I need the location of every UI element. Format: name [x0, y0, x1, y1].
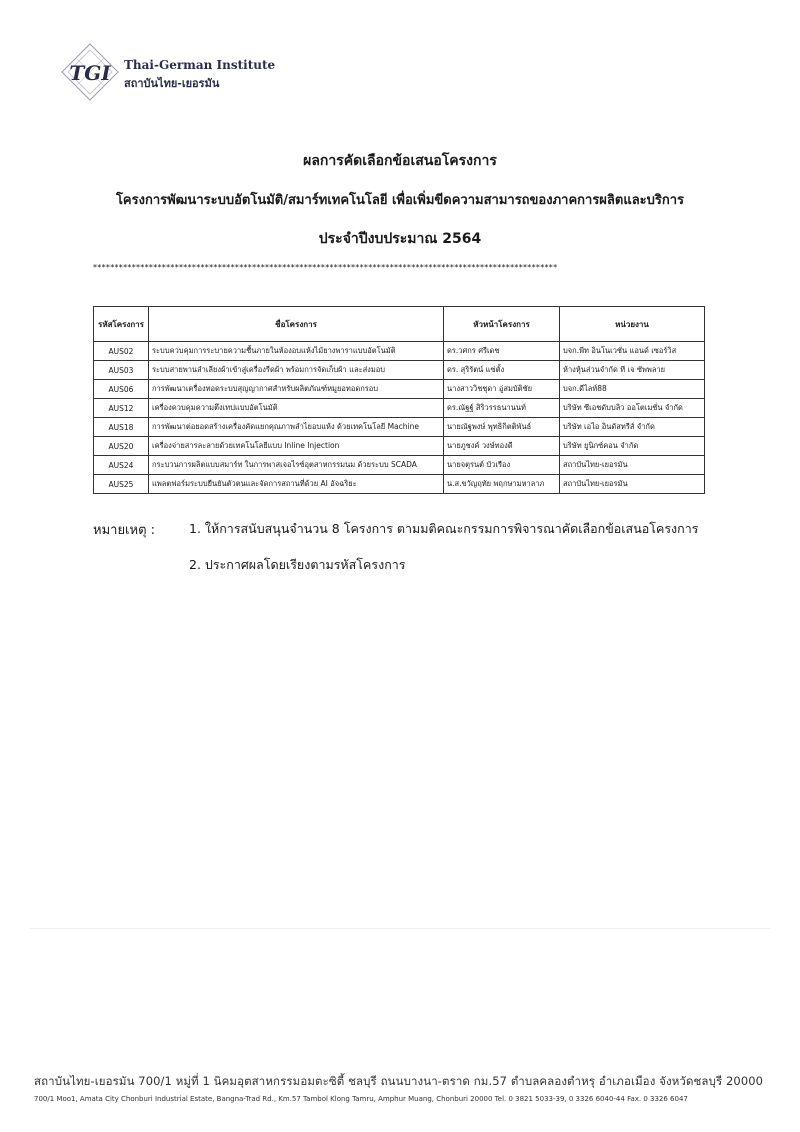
project-name: แพลตฟอร์มระบบยืนยันตัวตนและจัดการสถานที่ด้วย AI อัจฉริยะ [149, 475, 444, 494]
project-leader: นางสาววิชชุดา อู่สมบัติชัย [444, 380, 560, 399]
project-leader: ดร.ณัฐฐ์ สิริวรรธนานนท์ [444, 399, 560, 418]
logo-name-english: Thai-German Institute [124, 58, 276, 72]
organization: บจก.ดีไลท์88 [560, 380, 705, 399]
table-row [94, 361, 705, 380]
table-row [94, 342, 705, 361]
header-project-name: ชื่อโครงการ [149, 307, 444, 342]
project-name: เครื่องควบคุมความตึงเทปแบบอัตโนมัติ [149, 399, 444, 418]
program-title: โครงการพัฒนาระบบอัตโนมัติ/สมาร์ทเทคโนโลยี เพื่อเพิ่มขีดความสามารถของภาคการผลิตและบริการ [115, 193, 685, 208]
project-code: AUS03 [94, 361, 149, 380]
project-name: ระบบสายพานลำเลียงผ้าเข้าสู่เครื่องรีดผ้า พร้อมการจัดเก็บผ้า และส่งมอบ [149, 361, 444, 380]
footer-address-english: 700/1 Moo1, Amata City Chonburi Industrial Estate, Bangna-Trad Rd., Km.57 Tambol Klong Tamru, Amphur Muang, Chonburi 20000 Tel. 0 3821 5033-39, 0 3326 6040-44 Fax. 0 3326 6047 [34, 1095, 688, 1103]
table-header-row [94, 307, 705, 342]
header-project-leader: หัวหน้าโครงการ [444, 307, 560, 342]
table-row [94, 399, 705, 418]
remark-item: 2. ประกาศผลโดยเรียงตามรหัสโครงการ [189, 557, 406, 572]
project-code: AUS12 [94, 399, 149, 418]
project-code: AUS24 [94, 456, 149, 475]
institute-logo [60, 42, 276, 102]
fiscal-year-title: ประจำปีงบประมาณ 2564 [318, 231, 482, 247]
table-row [94, 475, 705, 494]
project-name: ระบบควบคุมการระบายความชื้นภายในห้องอบแห้งไม้ยางพาราแบบอัตโนมัติ [149, 342, 444, 361]
organization: สถาบันไทย-เยอรมัน [560, 475, 705, 494]
organization: บริษัท ยูนิกซ์คอน จำกัด [560, 437, 705, 456]
project-name: การพัฒนาต่อยอดสร้างเครื่องคัดแยกคุณภาพลำไยอบแห้ง ด้วยเทคโนโลยี Machine [149, 418, 444, 437]
project-code: AUS20 [94, 437, 149, 456]
organization: บจก.พีท อินโนเวชั่น แอนด์ เซอร์วิส [560, 342, 705, 361]
project-code: AUS02 [94, 342, 149, 361]
project-results-table [93, 306, 705, 494]
project-code: AUS06 [94, 380, 149, 399]
table-row [94, 418, 705, 437]
project-leader: นายภูชงค์ วงษ์ทองดี [444, 437, 560, 456]
organization: ห้างหุ้นส่วนจำกัด ที เจ ซัพพลาย [560, 361, 705, 380]
organization: บริษัท ซีเอชดับบลิว ออโตเมชั่น จำกัด [560, 399, 705, 418]
page-divider [30, 928, 770, 929]
logo-mark-text: TGI [69, 61, 111, 85]
project-code: AUS18 [94, 418, 149, 437]
document-title: ผลการคัดเลือกข้อเสนอโครงการ [303, 153, 497, 169]
logo-name-thai: สถาบันไทย-เยอรมัน [124, 77, 220, 90]
header-organization: หน่วยงาน [560, 307, 705, 342]
table-row [94, 380, 705, 399]
project-code: AUS25 [94, 475, 149, 494]
project-leader: ดร.วศกร ศรีเดช [444, 342, 560, 361]
remarks-label: หมายเหตุ : [93, 523, 156, 538]
project-name: กระบวนการผลิตแบบสมาร์ท ในการพาสเจอไรซ์อุตสาหกรรมนม ด้วยระบบ SCADA [149, 456, 444, 475]
project-name: เครื่องจ่ายสารละลายด้วยเทคโนโลยีแบบ Inline Injection [149, 437, 444, 456]
organization: สถาบันไทย-เยอรมัน [560, 456, 705, 475]
table-row [94, 437, 705, 456]
project-name: การพัฒนาเครื่องทอดระบบสุญญากาศสำหรับผลิตภัณฑ์หมูยอทอดกรอบ [149, 380, 444, 399]
asterisk-separator: ************************************************************************************************************ [93, 264, 558, 272]
project-leader: นายจตุรนต์ บัวเรือง [444, 456, 560, 475]
project-leader: น.ส.ขวัญฤทัย พฤกษามหาลาภ [444, 475, 560, 494]
organization: บริษัท เอไอ อินดัสทรีส์ จำกัด [560, 418, 705, 437]
footer-address-thai: สถาบันไทย-เยอรมัน 700/1 หมู่ที่ 1 นิคมอุตสาหกรรมอมตะซิตี้ ชลบุรี ถนนบางนา-ตราด กม.57 ตำบลคลองตำหรุ อำเภอเมือง จังหวัดชลบุรี 20000 [34, 1074, 764, 1088]
tgi-logo-mark [60, 42, 120, 102]
project-leader: นายณัฐพงษ์ พุทธิกิตติพันธ์ [444, 418, 560, 437]
table-row [94, 456, 705, 475]
remark-item: 1. ให้การสนับสนุนจำนวน 8 โครงการ ตามมติคณะกรรมการพิจารณาคัดเลือกข้อเสนอโครงการ [189, 521, 699, 536]
project-leader: ดร. สุริรัตน์ แซ่ตั้ง [444, 361, 560, 380]
header-project-code: รหัสโครงการ [94, 307, 149, 342]
